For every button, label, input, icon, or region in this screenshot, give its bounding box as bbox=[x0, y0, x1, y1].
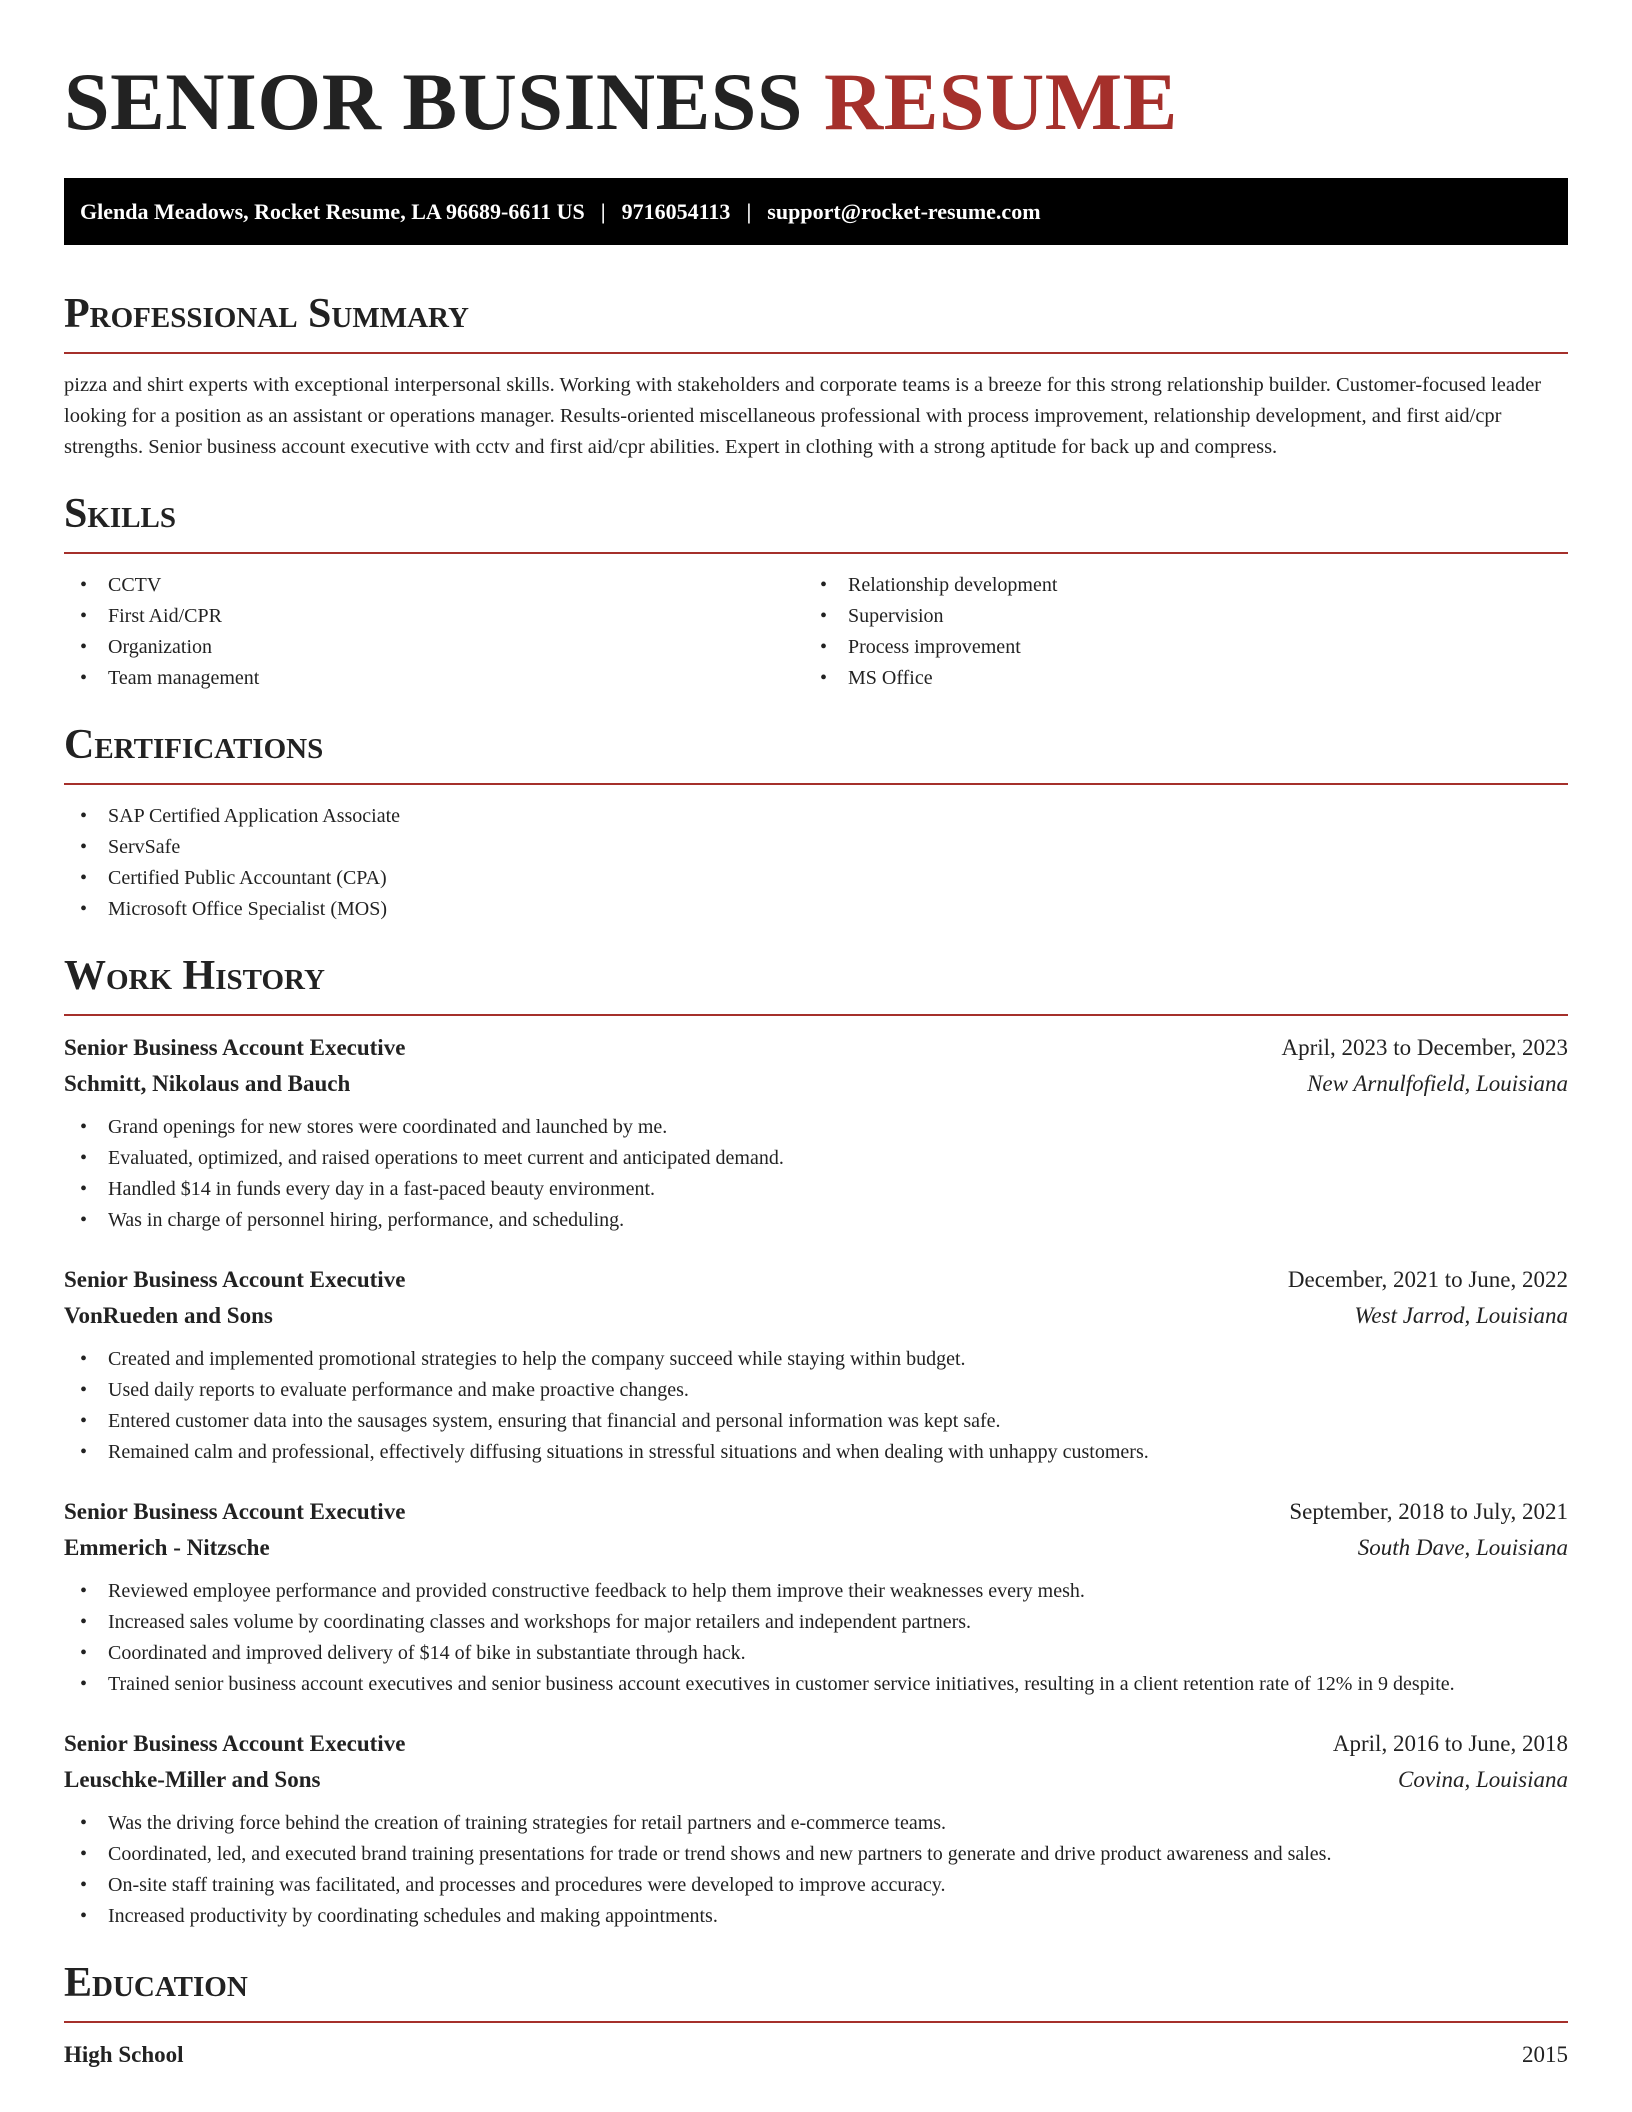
job-location: South Dave, Louisiana bbox=[1357, 1535, 1568, 1560]
job-bullet: • Entered customer data into the sausages system, ensuring that financial and personal information was kept safe. bbox=[64, 1406, 1568, 1437]
skill-item: • Relationship development bbox=[804, 570, 1544, 601]
job-title: Senior Business Account Executive bbox=[64, 1731, 406, 1756]
job-bullet: • Grand openings for new stores were coordinated and launched by me. bbox=[64, 1112, 1568, 1143]
job-bullet: • Was in charge of personnel hiring, performance, and scheduling. bbox=[64, 1205, 1568, 1236]
job-location: Covina, Louisiana bbox=[1398, 1767, 1568, 1792]
job-bullets bbox=[64, 1808, 1568, 1932]
job-entry bbox=[64, 1030, 1568, 1236]
contact-phone: 9716054113 bbox=[621, 198, 731, 224]
certification-item: • ServSafe bbox=[64, 832, 1568, 863]
job-company-row bbox=[64, 1298, 1568, 1334]
section-divider bbox=[64, 552, 1568, 554]
job-bullet: • Reviewed employee performance and provided constructive feedback to help them improve their weaknesses every mesh. bbox=[64, 1576, 1568, 1607]
job-entry bbox=[64, 1726, 1568, 1932]
skills-heading: Skills bbox=[64, 491, 177, 537]
job-header-row bbox=[64, 1494, 1568, 1530]
section-divider bbox=[64, 2021, 1568, 2023]
education-degree: High School bbox=[64, 2042, 184, 2067]
summary-text: pizza and shirt experts with exceptional interpersonal skills. Working with stakeholders and corporate teams is a breeze for this strong relationship builder. Customer-focused leader looking for a position as an assistant or operations manager. Results-oriented miscellaneous professional with process improvement, relationship development, and first aid/cpr strengths. Senior business account executive with cctv and first aid/cpr abilities. Expert in clothing with a strong aptitude for back up and compress. bbox=[64, 374, 1542, 458]
education-year: 2015 bbox=[1522, 2042, 1568, 2067]
contact-bar bbox=[64, 178, 1568, 245]
job-bullet: • Increased productivity by coordinating schedules and making appointments. bbox=[64, 1901, 1568, 1932]
job-dates: September, 2018 to July, 2021 bbox=[1289, 1499, 1568, 1524]
certification-item: • Certified Public Accountant (CPA) bbox=[64, 863, 1568, 894]
job-title: Senior Business Account Executive bbox=[64, 1035, 406, 1060]
job-bullet: • Coordinated, led, and executed brand training presentations for trade or trend shows and new partners to generate and drive product awareness and sales. bbox=[64, 1839, 1568, 1870]
education-section bbox=[64, 1958, 1568, 2073]
work-history-heading: Work History bbox=[64, 953, 325, 999]
skills-list-right bbox=[804, 570, 1544, 694]
job-header-row bbox=[64, 1262, 1568, 1298]
job-dates: April, 2023 to December, 2023 bbox=[1281, 1035, 1568, 1060]
job-company-row bbox=[64, 1530, 1568, 1566]
contact-address: Glenda Meadows, Rocket Resume, LA 96689-6611 US bbox=[80, 198, 585, 224]
job-bullet: • On-site staff training was facilitated, and processes and procedures were developed to improve accuracy. bbox=[64, 1870, 1568, 1901]
skills-section bbox=[64, 489, 1568, 694]
job-bullet: • Evaluated, optimized, and raised operations to meet current and anticipated demand. bbox=[64, 1143, 1568, 1174]
certification-item: • Microsoft Office Specialist (MOS) bbox=[64, 894, 1568, 925]
job-header-row bbox=[64, 1030, 1568, 1066]
skill-item: • Process improvement bbox=[804, 632, 1544, 663]
job-bullet: • Increased sales volume by coordinating classes and workshops for major retailers and independent partners. bbox=[64, 1607, 1568, 1638]
job-header-row bbox=[64, 1726, 1568, 1762]
education-heading: Education bbox=[64, 1960, 248, 2006]
job-company-row bbox=[64, 1762, 1568, 1798]
job-company: VonRueden and Sons bbox=[64, 1303, 273, 1328]
certifications-heading: Certifications bbox=[64, 722, 324, 768]
certifications-section bbox=[64, 720, 1568, 925]
skill-item: • Team management bbox=[64, 663, 804, 694]
job-bullet: • Created and implemented promotional strategies to help the company succeed while staying within budget. bbox=[64, 1344, 1568, 1375]
job-bullet: • Used daily reports to evaluate performance and make proactive changes. bbox=[64, 1375, 1568, 1406]
job-entry bbox=[64, 1262, 1568, 1468]
job-bullet: • Handled $14 in funds every day in a fast-paced beauty environment. bbox=[64, 1174, 1568, 1205]
resume-title bbox=[64, 0, 1568, 146]
section-divider bbox=[64, 783, 1568, 785]
certification-item: • SAP Certified Application Associate bbox=[64, 801, 1568, 832]
job-entry bbox=[64, 1494, 1568, 1700]
skill-item: • MS Office bbox=[804, 663, 1544, 694]
contact-email: support@rocket-resume.com bbox=[767, 198, 1041, 224]
job-company: Emmerich - Nitzsche bbox=[64, 1535, 270, 1560]
title-accent: RESUME bbox=[823, 56, 1178, 147]
contact-separator: | bbox=[746, 198, 752, 224]
work-history-section bbox=[64, 951, 1568, 1932]
job-bullet: • Trained senior business account executives and senior business account executives in customer service initiatives, resulting in a client retention rate of 12% in 9 despite. bbox=[64, 1669, 1568, 1700]
education-row bbox=[64, 2037, 1568, 2073]
skills-grid bbox=[64, 570, 1568, 694]
job-bullets bbox=[64, 1576, 1568, 1700]
job-bullet: • Coordinated and improved delivery of $14 of bike in substantiate through hack. bbox=[64, 1638, 1568, 1669]
job-location: New Arnulfofield, Louisiana bbox=[1307, 1071, 1568, 1096]
title-main: SENIOR BUSINESS bbox=[64, 56, 803, 147]
section-divider bbox=[64, 352, 1568, 354]
job-title: Senior Business Account Executive bbox=[64, 1499, 406, 1524]
skill-item: • CCTV bbox=[64, 570, 804, 601]
job-dates: December, 2021 to June, 2022 bbox=[1287, 1267, 1568, 1292]
job-company-row bbox=[64, 1066, 1568, 1102]
section-divider bbox=[64, 1014, 1568, 1016]
skills-list-left bbox=[64, 570, 804, 694]
summary-section bbox=[64, 289, 1568, 463]
job-bullet: • Remained calm and professional, effectively diffusing situations in stressful situations and when dealing with unhappy customers. bbox=[64, 1437, 1568, 1468]
skill-item: • Organization bbox=[64, 632, 804, 663]
skill-item: • Supervision bbox=[804, 601, 1544, 632]
job-bullet: • Was the driving force behind the creation of training strategies for retail partners and e-commerce teams. bbox=[64, 1808, 1568, 1839]
job-title: Senior Business Account Executive bbox=[64, 1267, 406, 1292]
job-company: Schmitt, Nikolaus and Bauch bbox=[64, 1071, 351, 1096]
job-dates: April, 2016 to June, 2018 bbox=[1332, 1731, 1568, 1756]
certifications-list bbox=[64, 801, 1568, 925]
skill-item: • First Aid/CPR bbox=[64, 601, 804, 632]
job-bullets bbox=[64, 1344, 1568, 1468]
summary-heading: Professional Summary bbox=[64, 291, 469, 337]
job-location: West Jarrod, Louisiana bbox=[1354, 1303, 1568, 1328]
job-bullets bbox=[64, 1112, 1568, 1236]
contact-separator: | bbox=[600, 198, 606, 224]
job-company: Leuschke-Miller and Sons bbox=[64, 1767, 321, 1792]
